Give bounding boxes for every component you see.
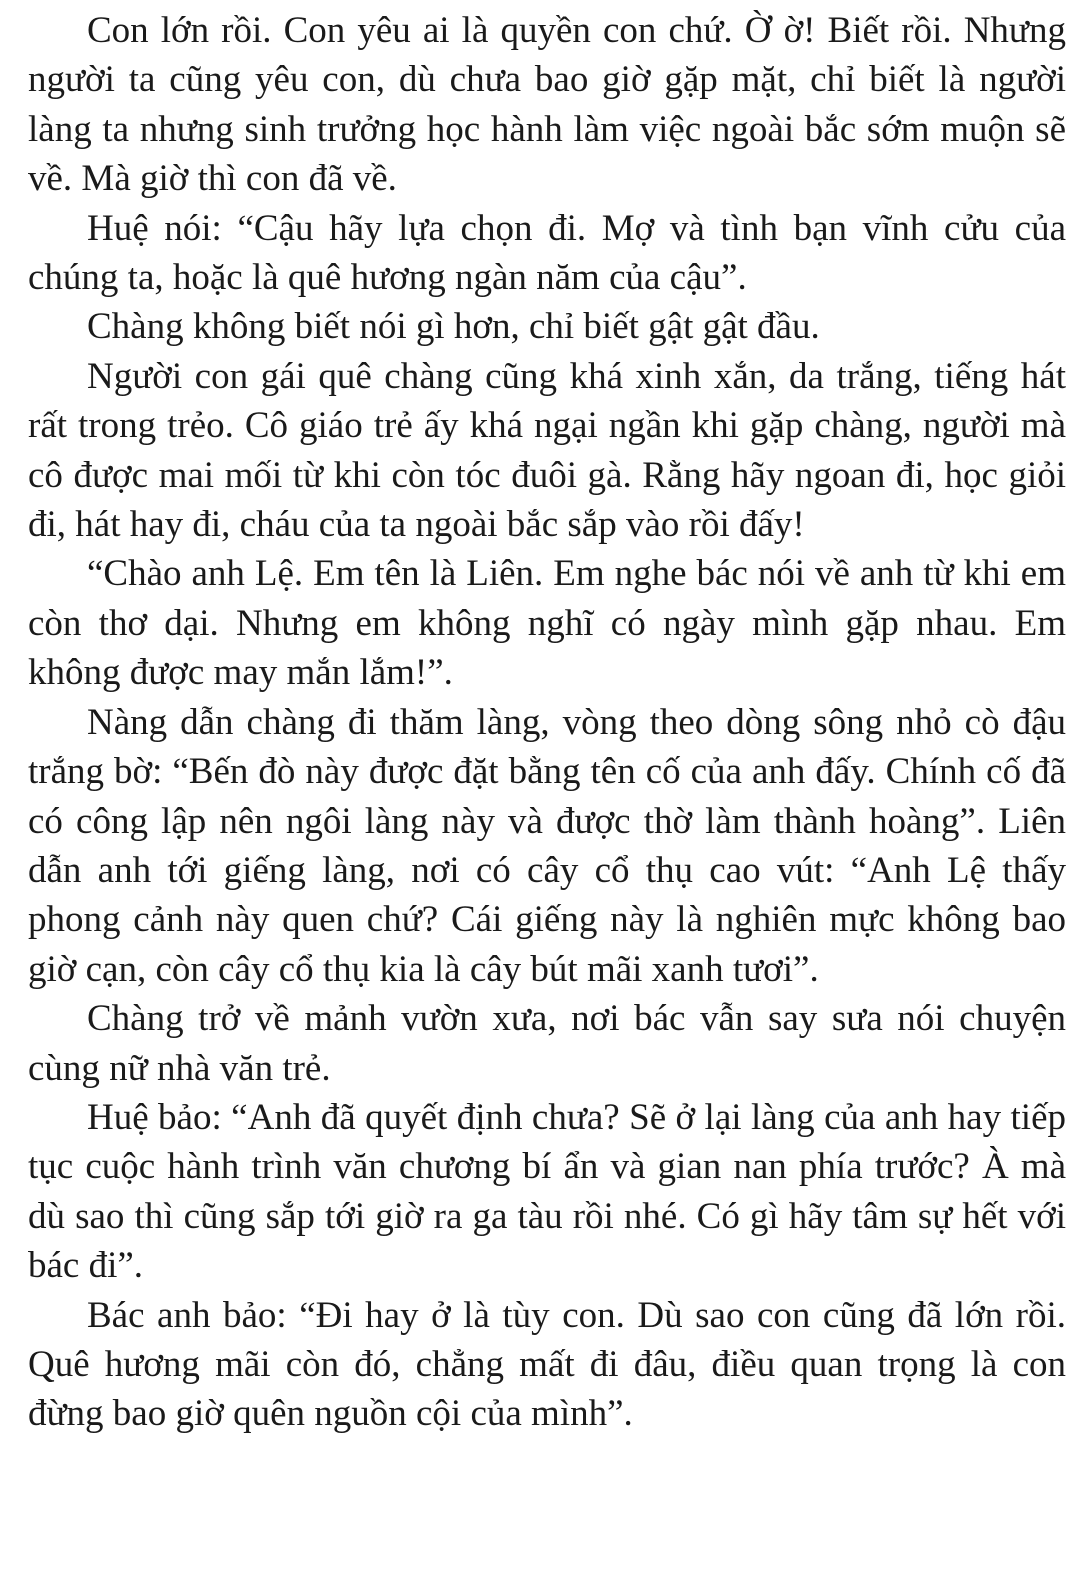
paragraph-7: Chàng trở về mảnh vườn xưa, nơi bác vẫn say sưa nói chuyện cùng nữ nhà văn trẻ. [28,998,1066,1089]
paragraph-8: Huệ bảo: “Anh đã quyết định chưa? Sẽ ở lại làng của anh hay tiếp tục cuộc hành trình văn chương bí ẩn và gian nan phía trước? À mà dù sao thì cũng sắp tới giờ ra ga tàu rồi nhé. Có gì hãy tâm sự hết với bác đi”. [28,1096,1066,1287]
paragraph-4: Người con gái quê chàng cũng khá xinh xắn, da trắng, tiếng hát rất trong trẻo. Cô giáo trẻ ấy khá ngại ngần khi gặp chàng, người mà cô được mai mối từ khi còn tóc đuôi gà. Rằng hãy ngoan đi, học giỏi đi, hát hay đi, cháu của ta ngoài bắc sắp vào rồi đấy! [28,355,1066,546]
paragraph-6: Nàng dẫn chàng đi thăm làng, vòng theo dòng sông nhỏ cò đậu trắng bờ: “Bến đò này được đặt bằng tên cố của anh đấy. Chính cố đã có công lập nên ngôi làng này và được thờ làm thành hoàng”. Liên dẫn anh tới giếng làng, nơi có cây cổ thụ cao vút: “Anh Lệ thấy phong cảnh này quen chứ? Cái giếng này là nghiên mực không bao giờ cạn, còn cây cổ thụ kia là cây bút mãi xanh tươi”. [28,701,1066,990]
paragraph-9: Bác anh bảo: “Đi hay ở là tùy con. Dù sao con cũng đã lớn rồi. Quê hương mãi còn đó, chẳng mất đi đâu, điều quan trọng là con đừng bao giờ quên nguồn cội của mình”. [28,1294,1066,1435]
paragraph-2: Huệ nói: “Cậu hãy lựa chọn đi. Mợ và tình bạn vĩnh cửu của chúng ta, hoặc là quê hương ngàn năm của cậu”. [28,207,1066,299]
paragraph-5: “Chào anh Lệ. Em tên là Liên. Em nghe bác nói về anh từ khi em còn thơ dại. Nhưng em không nghĩ có ngày mình gặp nhau. Em không được may mắn lắm!”. [28,553,1066,694]
paragraph-3: Chàng không biết nói gì hơn, chỉ biết gật gật đầu. [87,306,820,348]
paragraph-1: Con lớn rồi. Con yêu ai là quyền con chứ. Ờ ờ! Biết rồi. Nhưng người ta cũng yêu con, dù chưa bao giờ gặp mặt, chỉ biết là người làng ta nhưng sinh trưởng học hành làm việc ngoài bắc sớm muộn sẽ về. Mà giờ thì con đã về. [28,10,1066,200]
page-body [28,6,1066,1439]
